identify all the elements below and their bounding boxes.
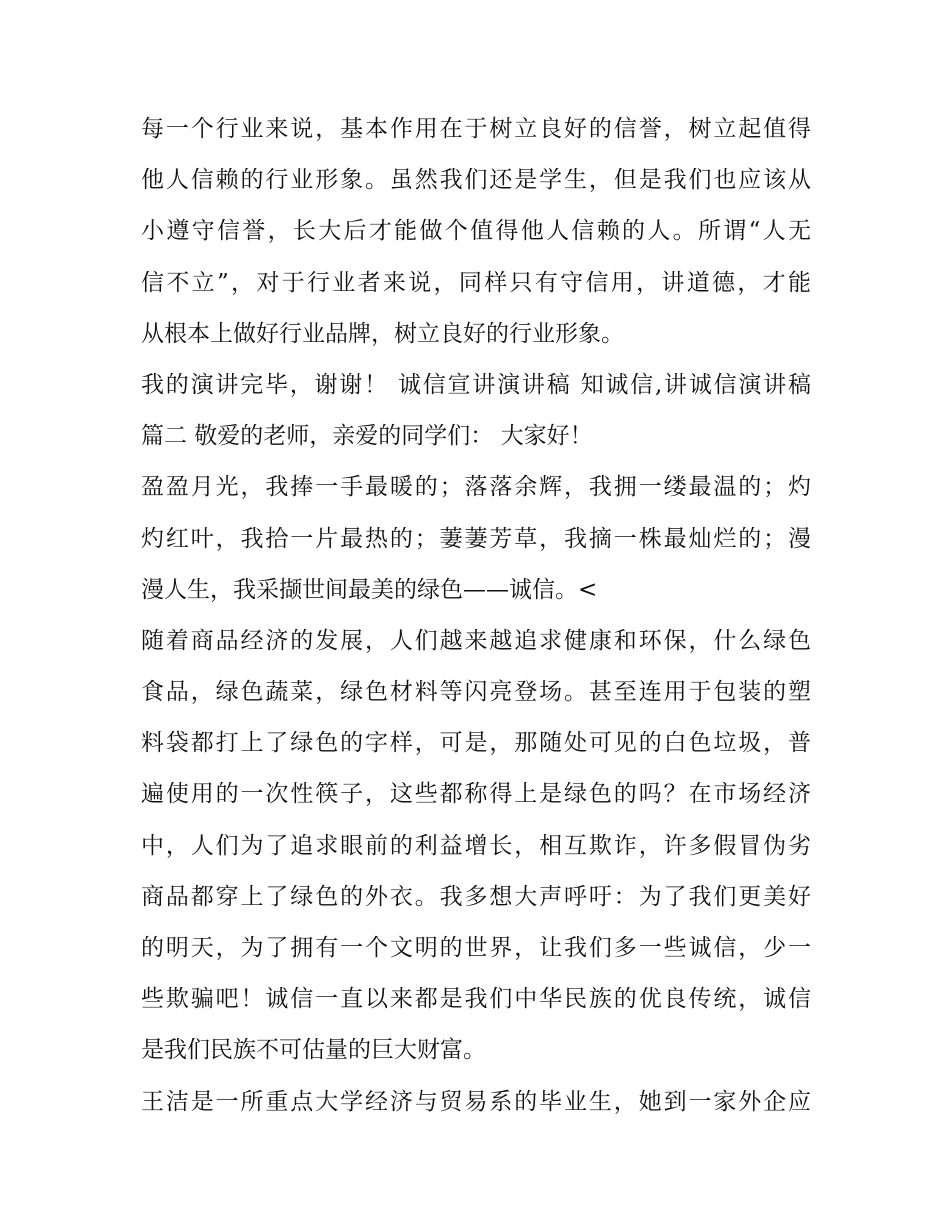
text-line: 商品都穿上了绿色的外衣。我多想大声呼吁：为了我们更美好 bbox=[141, 883, 811, 910]
text-line: 灼红叶，我拾一片最热的；萋萋芳草，我摘一株最灿烂的；漫 bbox=[141, 525, 811, 552]
text-line: 漫人生，我采撷世间最美的绿色——诚信。< bbox=[141, 576, 598, 603]
text-line: 我的演讲完毕，谢谢！ 诚信宣讲演讲稿 知诚信,讲诚信演讲稿 bbox=[141, 371, 811, 398]
paragraph-3 bbox=[141, 462, 811, 616]
text-line: 每一个行业来说，基本作用在于树立良好的信誉，树立起值得 bbox=[141, 116, 811, 142]
paragraph-2 bbox=[141, 360, 811, 462]
text-line: 的明天，为了拥有一个文明的世界，让我们多一些诚信，少一 bbox=[141, 935, 811, 961]
text-line: 他人信赖的行业形象。虽然我们还是学生，但是我们也应该从 bbox=[141, 167, 811, 194]
paragraph-5 bbox=[141, 1077, 811, 1128]
text-line: 遍使用的一次性筷子，这些都称得上是绿色的吗？在市场经济 bbox=[141, 781, 811, 808]
text-line: 食品，绿色蔬菜，绿色材料等闪亮登场。甚至连用于包装的塑 bbox=[141, 679, 811, 706]
text-line: 料袋都打上了绿色的字样，可是，那随处可见的白色垃圾，普 bbox=[141, 730, 811, 757]
text-line: 盈盈月光，我捧一手最暖的；落落余辉，我拥一缕最温的；灼 bbox=[141, 474, 811, 501]
text-line: 王洁是一所重点大学经济与贸易系的毕业生，她到一家外企应 bbox=[141, 1088, 811, 1115]
text-line: 随着商品经济的发展，人们越来越追求健康和环保，什么绿色 bbox=[141, 627, 811, 654]
text-line: 篇二 敬爱的老师，亲爱的同学们： 大家好！ bbox=[141, 423, 593, 450]
paragraph-1 bbox=[141, 104, 811, 360]
text-line: 从根本上做好行业品牌，树立良好的行业形象。 bbox=[141, 320, 624, 347]
text-line: 是我们民族不可估量的巨大财富。 bbox=[141, 1037, 486, 1064]
document-body bbox=[141, 104, 811, 1128]
text-line: 小遵守信誉，长大后才能做个值得他人信赖的人。所谓“人无 bbox=[141, 218, 811, 245]
paragraph-4 bbox=[141, 616, 811, 1077]
text-line: 些欺骗吧！诚信一直以来都是我们中华民族的优良传统，诚信 bbox=[141, 986, 811, 1013]
text-line: 信不立”，对于行业者来说，同样只有守信用，讲道德，才能 bbox=[141, 269, 811, 296]
text-line: 中，人们为了追求眼前的利益增长，相互欺诈，许多假冒伪劣 bbox=[141, 832, 811, 859]
